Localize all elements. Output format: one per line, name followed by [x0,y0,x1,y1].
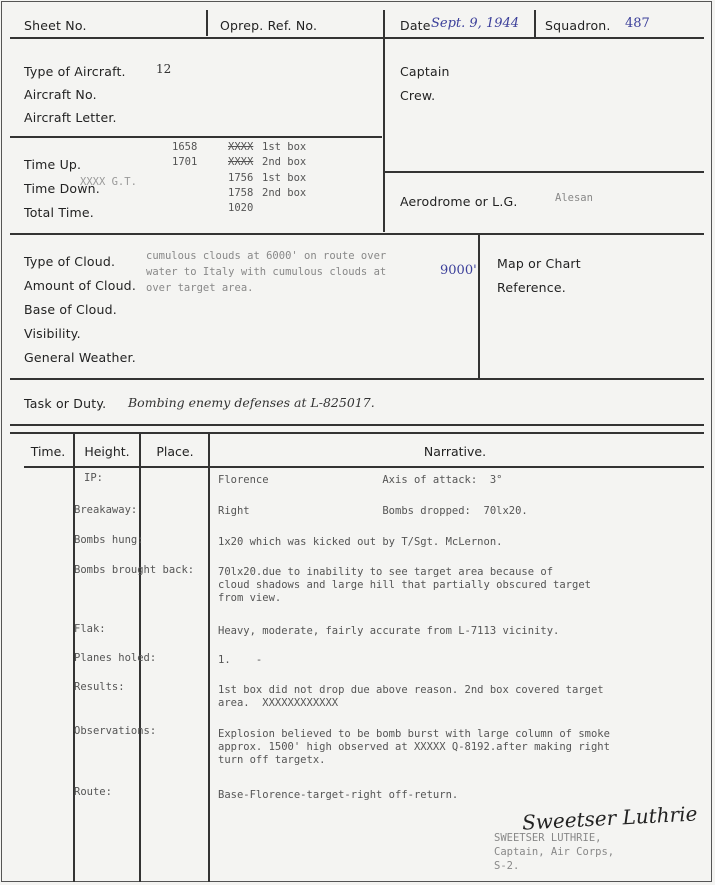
time-line-3-time: 1756 [228,172,254,184]
time-line-1-time: 1658 [172,141,198,153]
time-line-4-box: 2nd box [262,187,307,199]
cloud-base-label: Base of Cloud. [24,302,117,317]
squadron-label: Squadron. [545,18,611,33]
time-line-4-time: 1758 [228,187,254,199]
row-label-planes-holed: Planes holed: [74,652,157,664]
row-text-bombs-brought-back: 70lx20.due to inability to see target area because of cloud shadows and large hill that partially obscured target from view. [218,566,591,604]
row-label-observations: Observations: [74,725,157,737]
cloud-type-label: Type of Cloud. [24,254,116,269]
row-label-results: Results: [74,681,125,693]
weather-text-9000: 9000' [440,263,477,278]
row-text-planes-holed: 1. - [218,654,263,666]
row-label-bombs-brought-back: Bombs brought back: [74,564,195,576]
weather-text-line-2: water to Italy with cumulous clouds at [146,266,387,278]
map-reference-label: Reference. [497,280,566,295]
signature-typed-unit: S-2. [494,860,520,872]
row-text-breakaway: Right Bombs dropped: 70lx20. [218,505,528,517]
divider [10,37,704,39]
time-line-2-struck: XXXX [228,156,254,168]
date-value: Sept. 9, 1944 [431,16,520,31]
date-label: Date [400,18,431,33]
total-time-label: Total Time. [24,205,94,220]
divider [10,432,704,434]
signature-typed-name: SWEETSER LUTHRIE, [494,832,602,844]
captain-label: Captain [400,64,450,79]
aircraft-type-value: 12 [156,62,172,76]
row-label-flak: Flak: [74,623,106,635]
row-text-bombs-hung: 1x20 which was kicked out by T/Sgt. McLernon. [218,536,503,548]
row-text-observations: Explosion believed to be bomb burst with large column of smoke approx. 1500' high observed at XXXXX Q-8192.after making right turn off targetx. [218,728,610,766]
row-text-flak: Heavy, moderate, fairly accurate from L-7113 vicinity. [218,625,560,637]
weather-text-line-1: cumulous clouds at 6000' on route over [146,250,387,262]
divider [24,466,704,468]
row-label-ip: IP: [84,472,103,484]
crew-label: Crew. [400,88,436,103]
visibility-label: Visibility. [24,326,81,341]
row-label-route: Route: [74,786,112,798]
total-time-value: 1020 [228,202,254,214]
time-down-label: Time Down. [24,181,100,196]
aerodrome-value: Alesan [555,192,593,204]
oprep-label: Oprep. Ref. No. [220,18,318,33]
divider [534,10,536,38]
time-down-struck: XXXX G.T. [80,176,137,188]
divider [208,434,210,882]
general-weather-label: General Weather. [24,350,136,365]
aircraft-letter-label: Aircraft Letter. [24,110,117,125]
divider [10,378,704,380]
weather-text-line-3: over target area. [146,282,254,294]
row-text-ip: Florence Axis of attack: 3° [218,474,503,486]
task-value: Bombing enemy defenses at L-825017. [128,395,375,410]
col-header-narrative: Narrative. [423,444,487,459]
divider [384,171,704,173]
time-line-2-box: 2nd box [262,156,307,168]
aircraft-type-label: Type of Aircraft. [24,64,126,79]
cloud-amount-label: Amount of Cloud. [24,278,136,293]
sheet-no-label: Sheet No. [24,18,87,33]
col-header-height: Height. [84,444,130,459]
divider [206,10,208,36]
time-line-1-box: 1st box [262,141,307,153]
signature-typed-rank: Captain, Air Corps, [494,846,615,858]
time-up-label: Time Up. [24,157,82,172]
time-line-2-time: 1701 [172,156,198,168]
time-line-1-struck: XXXX [228,141,254,153]
row-label-bombs-hung: Bombs hung: [74,534,144,546]
divider [478,234,480,378]
divider [10,233,704,235]
divider [10,136,382,138]
time-line-3-box: 1st box [262,172,307,184]
row-text-route: Base-Florence-target-right off-return. [218,789,459,801]
col-header-time: Time. [30,444,66,459]
divider [383,10,385,232]
divider [10,424,704,426]
handwritten-signature: Sweetser Luthrie [521,801,698,835]
squadron-value: 487 [625,16,650,31]
row-text-results: 1st box did not drop due above reason. 2nd box covered target area. XXXXXXXXXXXX [218,684,604,709]
row-label-breakaway: Breakaway: [74,504,138,516]
task-label: Task or Duty. [24,396,107,411]
aerodrome-label: Aerodrome or L.G. [400,194,518,209]
col-header-place: Place. [156,444,194,459]
aircraft-no-label: Aircraft No. [24,87,97,102]
map-chart-label: Map or Chart [497,256,581,271]
